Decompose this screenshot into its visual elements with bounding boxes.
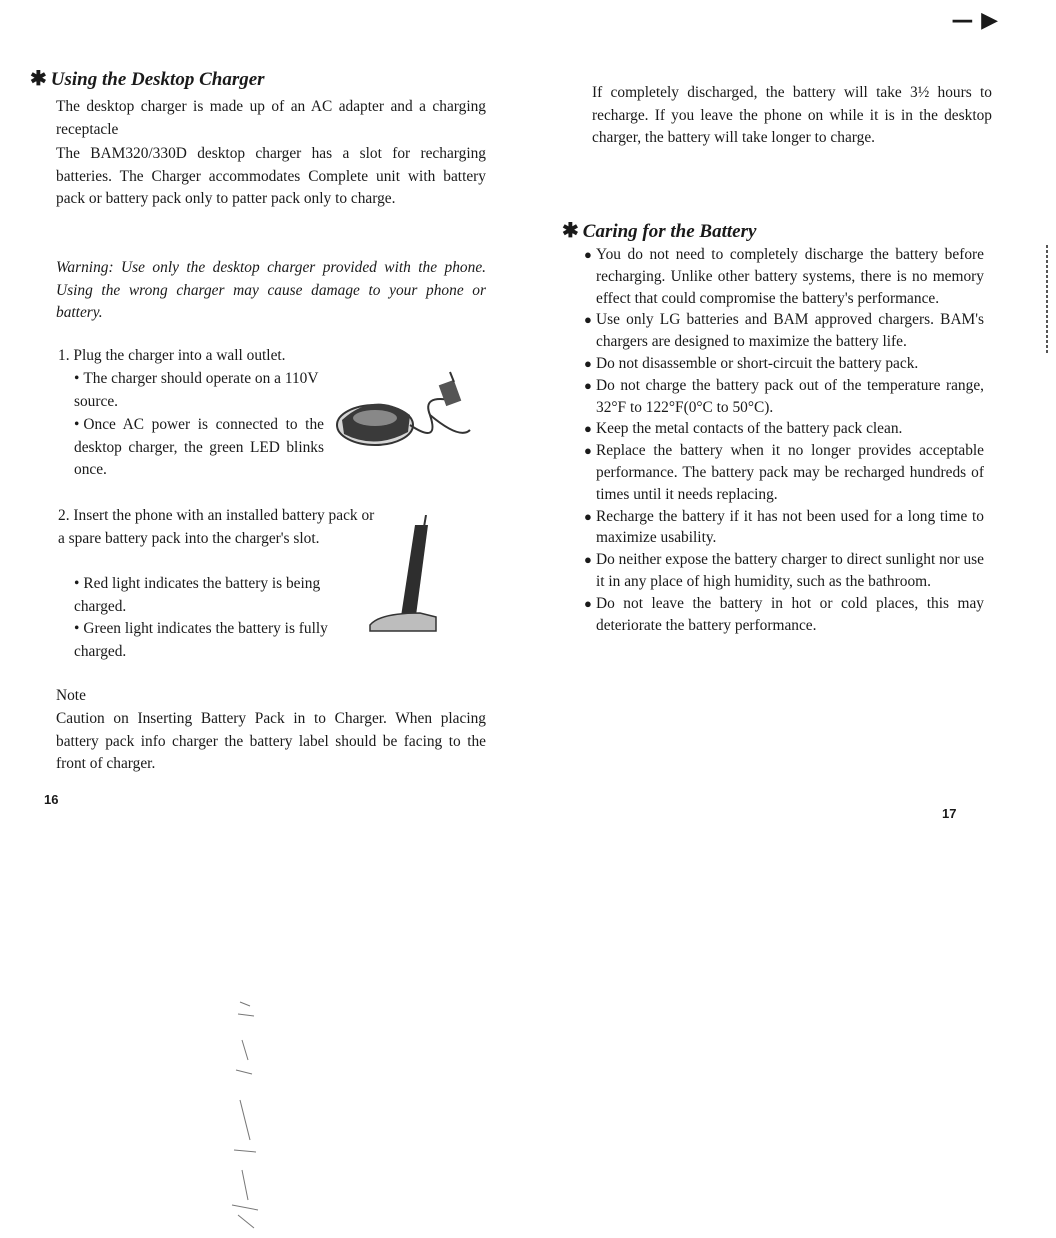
list-item: ● Use only LG batteries and BAM approved chargers. BAM's chargers are designed to maximize the battery life. [584,311,984,351]
intro-paragraph-1: The desktop charger is made up of an AC adapter and a charging receptacle [56,98,486,138]
list-item: ● Do not leave the battery in hot or cold places, this may deteriorate the battery performance. [584,594,984,634]
list-item: ● Recharge the battery if it has not been used for a long time to maximize usability. [584,507,984,547]
note-label: Note [56,687,86,704]
list-item: ● Keep the metal contacts of the battery pack clean. [584,418,984,440]
list-item: ● Replace the battery when it no longer provides acceptable performance. The battery pack may be recharged hundreds of times until it needs replacing. [584,442,984,503]
bullet-icon: ● [584,247,592,262]
bullet-dot-icon: • [74,370,80,387]
list-item: ● Do not disassemble or short-circuit the battery pack. [584,353,984,375]
bullet-icon: ● [584,421,592,437]
step-2-sub-2: • Green light indicates the battery is fully charged. [74,620,328,660]
bullet-icon: ● [584,377,592,393]
recharge-time-paragraph: If completely discharged, the battery will take 3½ hours to recharge. If you leave the phone on while it is in the desktop charger, the battery will take longer to charge. [592,84,992,146]
bullet-icon: ● [584,552,592,568]
asterisk-icon: ✱ [562,220,579,242]
warning-paragraph: Warning: Use only the desktop charger provided with the phone. Using the wrong charger may cause damage to your phone or battery. [56,259,486,321]
bullet-icon: ● [584,312,592,328]
section-heading-desktop-charger: ✱ Using the Desktop Charger [30,68,265,90]
section-heading-caring-battery: ✱ Caring for the Battery [562,220,757,242]
bullet-icon: ● [584,595,592,611]
bullet-dot-icon: • [74,620,80,637]
bullet-dot-icon: • [74,416,80,433]
page-number-left: 16 [44,792,59,807]
bullet-icon: ● [584,355,592,371]
right-page [560,0,1000,830]
battery-care-list [584,244,984,636]
list-item: ● You do not need to completely discharge the battery before recharging. Unlike other battery systems, there is no memory effect that could compromise the battery's performance. [584,246,984,307]
bullet-icon: ● [584,443,592,459]
step-2: 2. Insert the phone with an installed battery pack or a spare battery pack into the charger's slot. [58,507,375,547]
intro-paragraph-2: The BAM320/330D desktop charger has a slot for recharging batteries. The Charger accommodates Complete unit with battery pack or battery pack only to patter pack only to charge. [56,145,486,207]
page-edge-mark [1044,245,1050,355]
corner-mark: — ▶ [951,8,998,33]
scan-noise-artifact [228,1000,268,1230]
asterisk-icon: ✱ [30,68,47,90]
left-page [30,0,486,830]
charger-adapter-illustration [330,370,480,460]
step-1: 1. Plug the charger into a wall outlet. [58,347,286,364]
list-item: ● Do neither expose the battery charger to direct sunlight nor use it in any place of high humidity, such as the bathroom. [584,551,984,590]
list-item: ● Do not charge the battery pack out of the temperature range, 32°F to 122°F(0°C to 50°C). [584,376,984,416]
note-text: Caution on Inserting Battery Pack in to Charger. When placing battery pack info charger the battery label should be facing to the front of charger. [56,710,486,772]
step-1-sub-2: • Once AC power is connected to the desktop charger, the green LED blinks once. [74,416,324,478]
step-1-sub-1: • The charger should operate on a 110V source. [74,370,319,410]
phone-in-charger-illustration [360,515,440,635]
page-number-right: 17 [942,806,957,821]
bullet-dot-icon: • [74,575,80,592]
step-2-sub-1: • Red light indicates the battery is being charged. [74,575,321,615]
bullet-icon: ● [584,508,592,524]
